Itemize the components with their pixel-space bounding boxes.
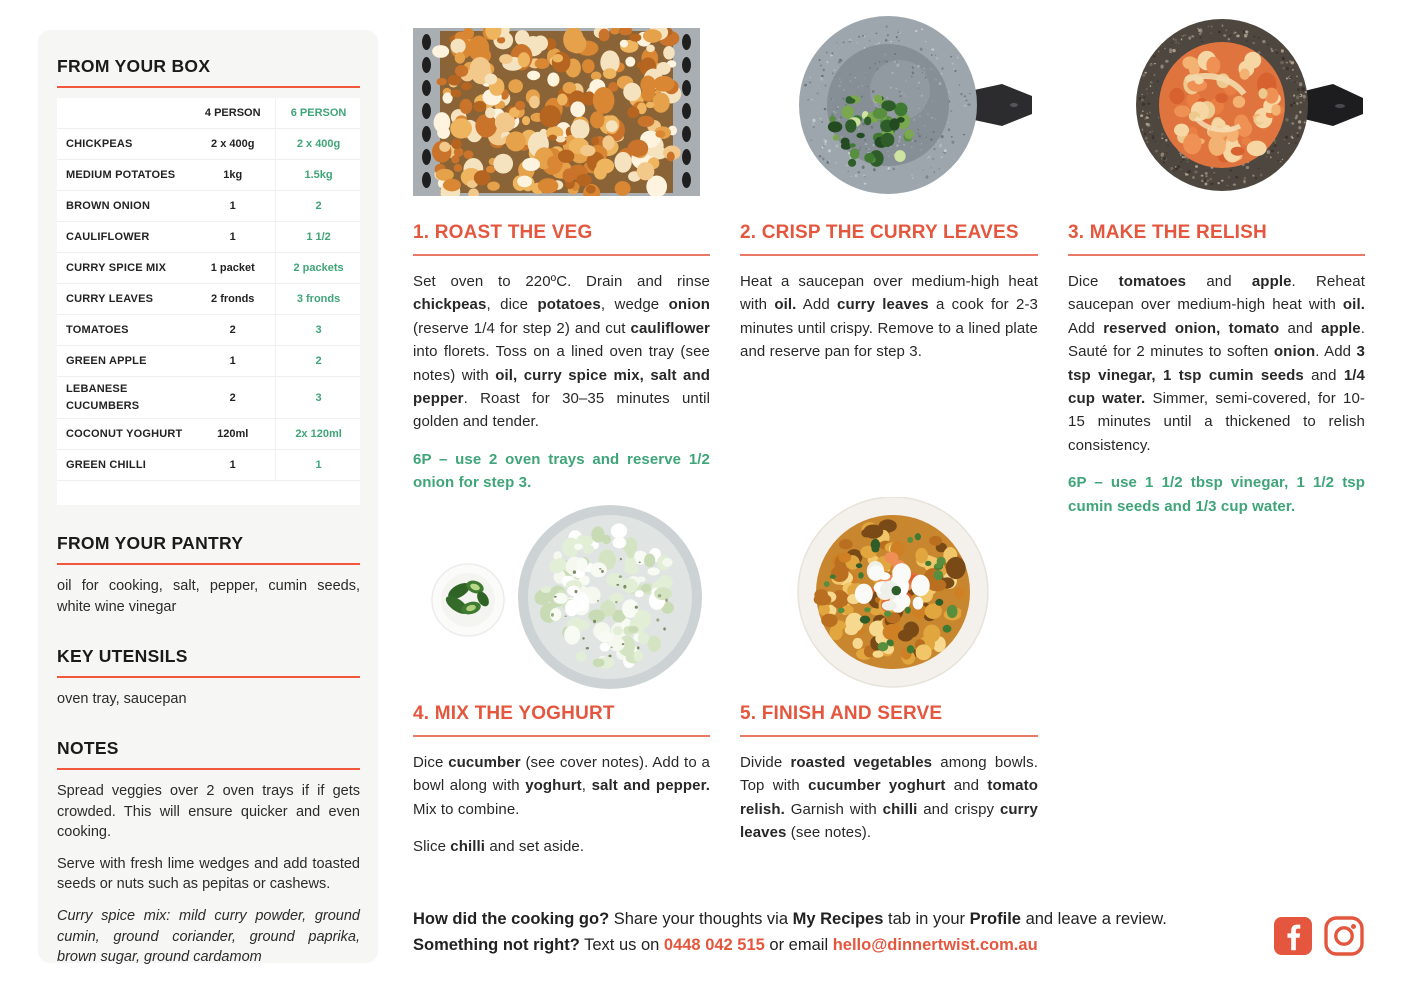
text-segment: chilli (450, 838, 486, 856)
ingredient-qty-6p: 2 x 400g (275, 129, 361, 159)
table-row (57, 284, 360, 315)
text-segment: among bowls. Top with (740, 754, 1038, 795)
text-segment: Add (796, 296, 838, 314)
ingredient-qty-6p: 2x 120ml (275, 419, 361, 449)
ingredient-qty-4p: 2 (229, 391, 236, 404)
text-segment: and (1303, 366, 1344, 384)
text-segment: 1/4 cup water. (1068, 366, 1365, 407)
photo-yoghurt-bowl-and-chilli (413, 503, 710, 691)
text-segment: tomato relish. (740, 777, 1038, 818)
text-segment: Garnish with (784, 800, 883, 818)
text-segment: Something not right? (413, 936, 580, 954)
ingredient-qty-6p: 2 (275, 346, 361, 376)
table-row (57, 377, 360, 419)
text-segment: . Reheat saucepan over medium-high heat with (1068, 273, 1365, 314)
text-segment: or email (764, 936, 833, 954)
text-segment: oil, curry spice mix, salt and pepper (413, 366, 710, 407)
step-1-roast-the-veg (413, 222, 710, 509)
step-1-6p-note: 6P – use 2 oven trays and reserve 1/2 onion for step 3. (413, 450, 710, 492)
text-segment: onion (668, 296, 710, 314)
ingredient-name: CHICKPEAS (66, 137, 133, 150)
step-4-title: 4. MIX THE YOGHURT (413, 703, 710, 737)
table-row (57, 191, 360, 222)
table-row (57, 129, 360, 160)
text-segment[interactable]: hello@dinnertwist.com.au (832, 936, 1038, 954)
photo-finished-bowl (740, 497, 1038, 689)
ingredient-qty-6p: 1 (275, 450, 361, 480)
text-segment: Dice (413, 754, 449, 771)
from-your-box-title: FROM YOUR BOX (57, 56, 360, 88)
header-6-person: 6 PERSON (275, 98, 361, 128)
social-links (1274, 916, 1364, 956)
ingredient-qty-4p: 1 (229, 355, 236, 367)
text-segment: Share your thoughts via (609, 910, 793, 928)
text-segment: (reserve 1/4 for step 2) and cut (413, 319, 631, 337)
ingredient-name: MEDIUM POTATOES (66, 168, 176, 181)
footer (413, 906, 1213, 958)
table-header-row (57, 98, 360, 129)
text-segment: Mix to combine. (413, 800, 520, 818)
text-segment: (see notes). (786, 824, 872, 842)
pantry-text: oil for cooking, salt, pepper, cumin seeds, white wine vinegar (57, 578, 360, 616)
ingredient-name: CURRY LEAVES (66, 292, 154, 305)
text-segment: salt and pepper. (591, 777, 710, 795)
table-row (57, 450, 360, 481)
photo-pot-relish (1068, 10, 1365, 202)
ingredient-qty-4p: 2 fronds (211, 293, 255, 305)
text-segment: a cook for 2-3 minutes until crispy. Remove to a lined plate and reserve pan for step 3. (740, 296, 1038, 361)
text-segment: apple (1251, 273, 1292, 290)
table-row (57, 222, 360, 253)
text-segment: reserved onion, tomato (1103, 319, 1280, 337)
text-segment: , (581, 777, 592, 795)
text-segment: roasted vegetables (790, 754, 933, 771)
text-segment: tomatoes (1118, 273, 1187, 290)
table-row (57, 315, 360, 346)
table-row (57, 419, 360, 450)
step-5-instructions (740, 751, 1038, 845)
text-segment: and (1279, 319, 1322, 337)
text-segment: , wedge (600, 296, 669, 314)
step-2-title: 2. CRISP THE CURRY LEAVES (740, 222, 1038, 256)
text-segment: 3 tsp vinegar, 1 tsp cumin seeds (1068, 343, 1365, 384)
text-segment: Divide (740, 754, 791, 771)
text-segment: and crispy (917, 800, 1000, 818)
text-segment: My Recipes (792, 910, 884, 928)
sidebar (38, 30, 378, 966)
table-row (57, 160, 360, 191)
ingredient-name: GREEN CHILLI (66, 458, 147, 471)
text-segment: apple (1321, 319, 1361, 337)
text-segment: . Roast for 30–35 minutes until golden and tender. (413, 389, 710, 431)
text-segment: (see cover notes). Add to a bowl along with (413, 754, 710, 795)
step-1-title: 1. ROAST THE VEG (413, 222, 710, 256)
ingredient-name: GREEN APPLE (66, 354, 147, 367)
header-4-person: 4 PERSON (204, 107, 261, 119)
step-2-crisp-the-curry-leaves (740, 222, 1038, 378)
utensils-text: oven tray, saucepan (57, 691, 187, 708)
text-segment: oil. (774, 296, 797, 314)
ingredient-qty-6p: 2 (275, 191, 361, 221)
footer-contact-line (413, 932, 1213, 958)
text-segment[interactable]: 0448 042 515 (663, 936, 765, 954)
text-segment: Dice (1068, 273, 1119, 290)
text-segment: onion (1273, 343, 1316, 361)
step-2-instructions (740, 270, 1038, 364)
ingredient-qty-6p: 1.5kg (275, 160, 361, 190)
ingredient-name: TOMATOES (66, 323, 129, 336)
ingredient-qty-4p: 2 x 400g (211, 138, 255, 150)
ingredient-qty-6p: 3 fronds (275, 284, 361, 314)
notes-title: NOTES (57, 738, 360, 770)
text-segment: chickpeas (413, 296, 487, 314)
step-3-instructions (1068, 270, 1365, 457)
ingredient-qty-4p: 1 (229, 200, 236, 212)
text-segment: Set oven to 220ºC. Drain and rinse (413, 273, 710, 290)
ingredient-name: CURRY SPICE MIX (66, 261, 167, 274)
text-segment: How did the cooking go? (413, 910, 610, 928)
text-segment: oil. (1342, 296, 1365, 314)
text-segment: Heat a saucepan over medium-high heat with (740, 273, 1038, 314)
ingredient-name: CAULIFLOWER (66, 230, 150, 243)
ingredients-table (57, 98, 360, 505)
ingredient-qty-6p: 3 (275, 315, 361, 345)
from-your-pantry-title: FROM YOUR PANTRY (57, 533, 360, 565)
facebook-icon[interactable] (1274, 917, 1312, 955)
text-segment: cauliflower (630, 319, 710, 337)
ingredient-name: COCONUT YOGHURT (66, 427, 183, 440)
text-segment: yoghurt (525, 777, 582, 795)
ingredient-qty-4p: 1kg (223, 169, 243, 181)
step-5-finish-and-serve (740, 703, 1038, 859)
text-segment: Add (1068, 319, 1104, 337)
ingredient-qty-4p: 120ml (217, 428, 249, 440)
step-3-title: 3. MAKE THE RELISH (1068, 222, 1365, 256)
ingredient-name: LEBANESE CUCUMBERS (66, 383, 140, 412)
text-segment: and set aside. (485, 838, 585, 856)
table-row (57, 253, 360, 284)
text-segment: Text us on (579, 936, 664, 954)
ingredient-qty-6p: 2 packets (275, 253, 361, 283)
ingredient-qty-4p: 1 (229, 231, 236, 243)
key-utensils-title: KEY UTENSILS (57, 646, 360, 678)
ingredient-qty-6p: 1 1/2 (275, 222, 361, 252)
text-segment: chilli (882, 800, 918, 818)
note-paragraph: Serve with fresh lime wedges and add toasted seeds or nuts such as pepitas or cashews. (57, 855, 360, 893)
text-segment: curry leaves (740, 800, 1038, 842)
instagram-icon[interactable] (1324, 916, 1364, 956)
note-paragraph: Spread veggies over 2 oven trays if if gets crowded. This will ensure quicker and even cooking. (57, 783, 360, 841)
photo-roasted-veg-tray (413, 28, 700, 196)
text-segment: into florets. Toss on a lined oven tray (see notes) with (413, 343, 710, 384)
step-5-title: 5. FINISH AND SERVE (740, 703, 1038, 737)
ingredient-qty-4p: 2 (229, 324, 236, 336)
text-segment: curry leaves (837, 296, 929, 314)
text-segment: cucumber (448, 754, 521, 771)
table-spacer-row (57, 481, 360, 505)
ingredient-name: BROWN ONION (66, 199, 151, 212)
text-segment: Profile (969, 910, 1021, 928)
text-segment: Slice (413, 838, 451, 856)
ingredient-qty-4p: 1 (229, 459, 236, 471)
text-segment: and (1186, 273, 1252, 290)
header-empty-cell (57, 109, 190, 117)
step-1-instructions (413, 270, 710, 434)
text-segment: potatoes (537, 296, 601, 314)
text-segment: cucumber yoghurt (808, 777, 946, 795)
text-segment: tab in your (883, 910, 970, 928)
table-row (57, 346, 360, 377)
step-4-instructions-2 (413, 835, 710, 858)
note-paragraph-spice-mix: Curry spice mix: mild curry powder, ground cumin, ground coriander, ground paprika, brown sugar, ground cardamom (57, 907, 360, 966)
step-3-make-the-relish (1068, 222, 1365, 532)
text-segment: . Sauté for 2 minutes to soften (1068, 319, 1365, 361)
footer-feedback-line (413, 906, 1213, 932)
ingredient-qty-6p: 3 (275, 377, 361, 418)
step-3-6p-note: 6P – use 1 1/2 tbsp vinegar, 1 1/2 tsp cumin seeds and 1/3 cup water. (1068, 474, 1365, 515)
photo-saucepan-curry-leaves (740, 10, 1038, 202)
step-4-mix-the-yoghurt (413, 703, 710, 873)
ingredient-qty-4p: 1 packet (210, 262, 255, 274)
text-segment: , dice (486, 296, 538, 314)
step-4-instructions (413, 751, 710, 821)
text-segment: Simmer, semi-covered, for 10-15 minutes until a thickened to relish consistency. (1068, 389, 1365, 454)
text-segment: . Add (1315, 343, 1357, 361)
text-segment: and (945, 777, 988, 795)
text-segment: and leave a review. (1020, 910, 1167, 928)
table-body (57, 129, 360, 481)
